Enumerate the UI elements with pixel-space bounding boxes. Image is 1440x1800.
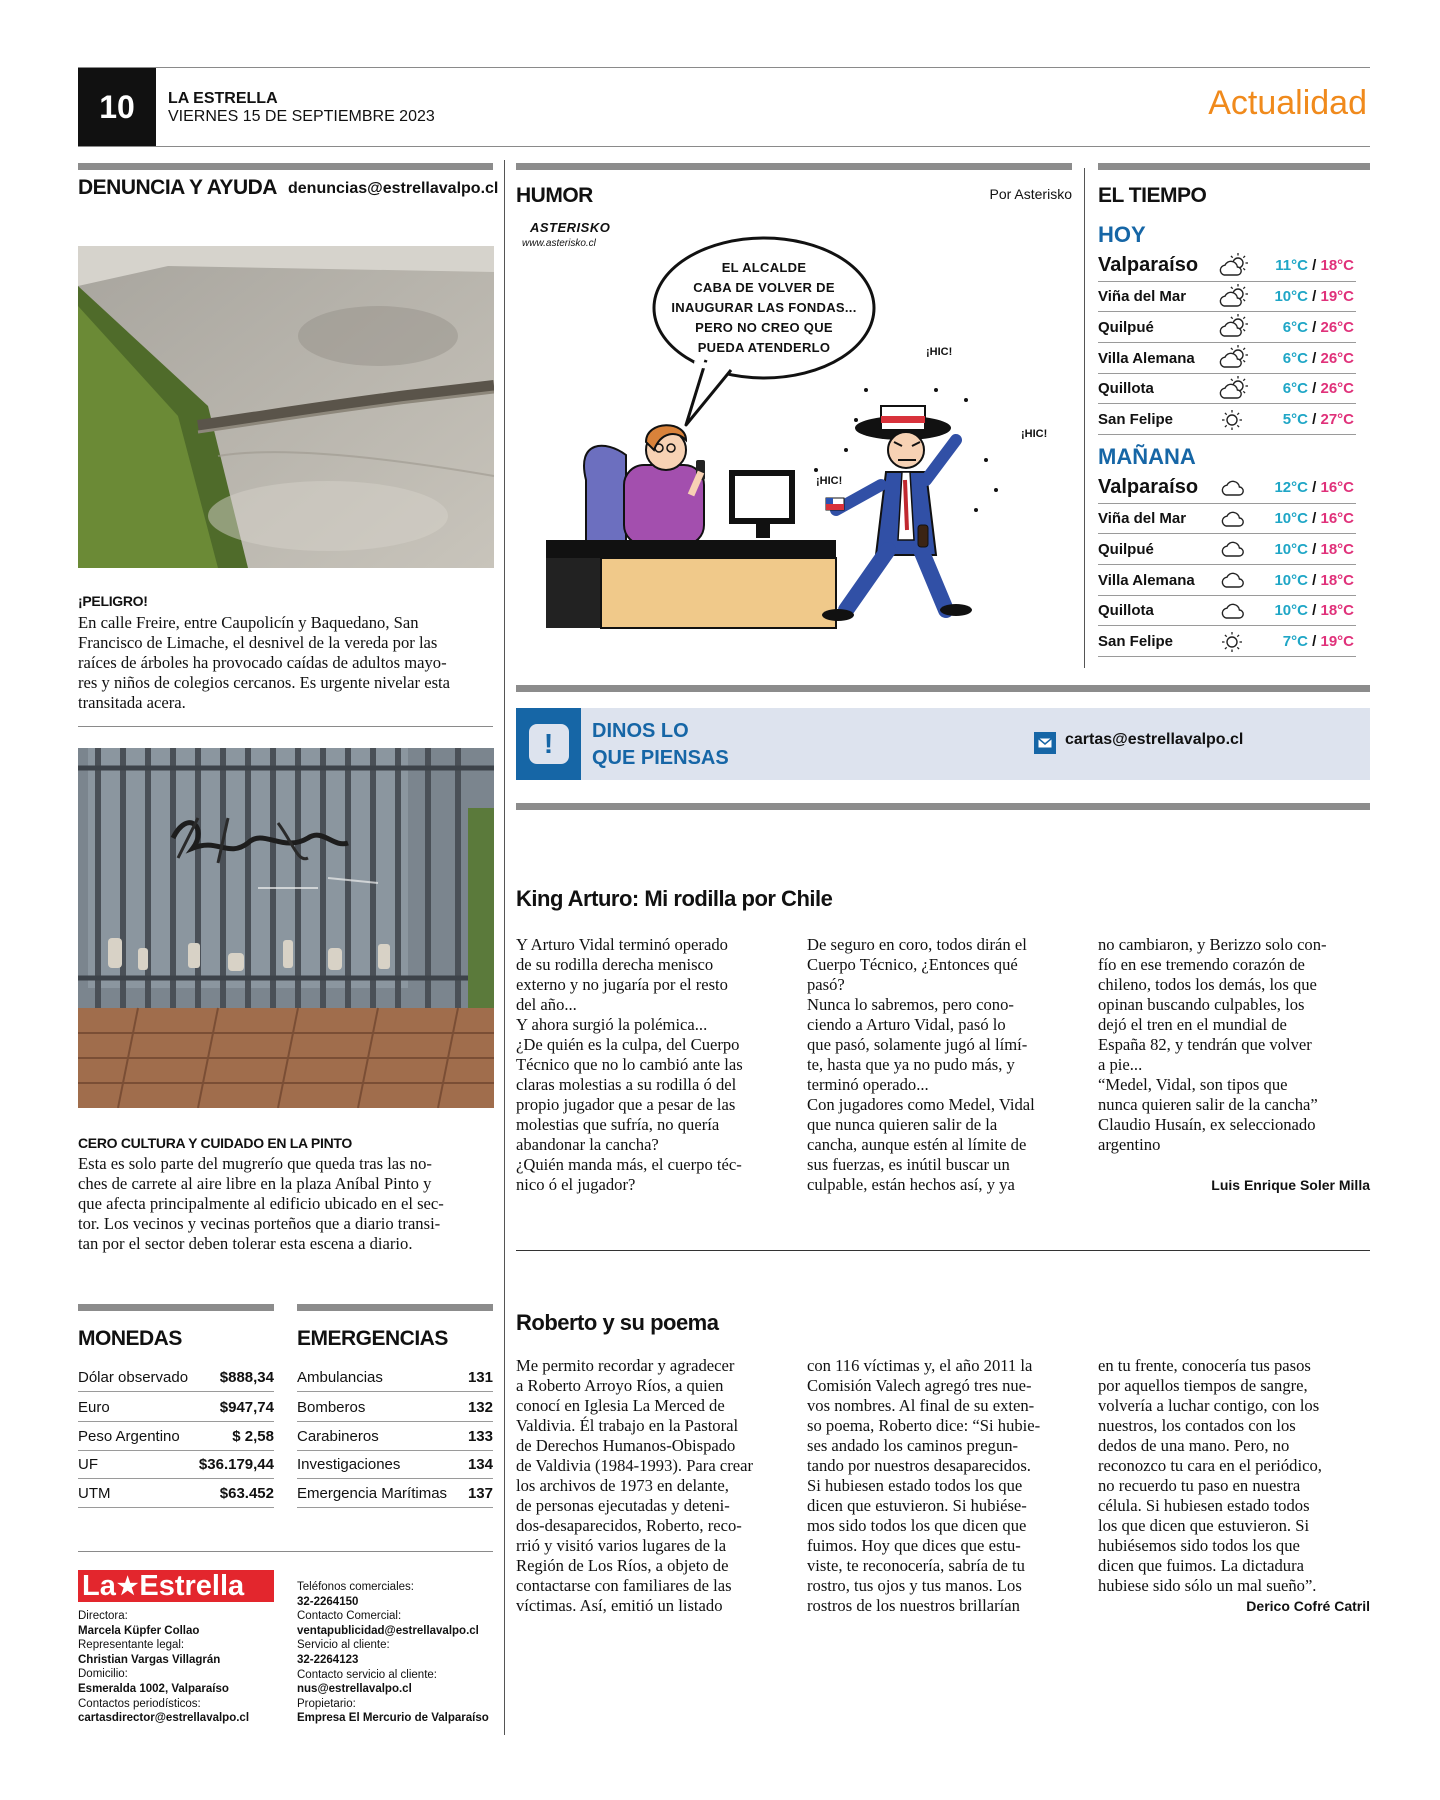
weather-row bbox=[1098, 596, 1356, 626]
dinos-title-1: DINOS LO bbox=[592, 720, 689, 742]
cartoon-signature: ASTERISKO bbox=[530, 220, 611, 235]
partly-sunny-icon bbox=[1216, 284, 1250, 310]
weather-city: Quilpué bbox=[1098, 540, 1154, 558]
weather-temps: 6°C / 26°C bbox=[1282, 349, 1354, 367]
weather-temps: 7°C / 19°C bbox=[1282, 633, 1354, 651]
text-line: volvería a luchar contigo, con los bbox=[1098, 1396, 1320, 1415]
letter1-title: King Arturo: Mi rodilla por Chile bbox=[516, 886, 833, 911]
text-line: contactarse con familiares de las bbox=[516, 1576, 732, 1595]
text-line: De seguro en coro, todos dirán el bbox=[807, 935, 1027, 954]
weather-row bbox=[1098, 472, 1356, 504]
text-line: sus fuerzas, es inútil buscar un bbox=[807, 1155, 1010, 1174]
text-line: externo y no jugaría por el resto bbox=[516, 975, 728, 994]
weather-row bbox=[1098, 405, 1356, 435]
weather-row bbox=[1098, 374, 1356, 404]
text-line: España 82, y tendrán que volver bbox=[1098, 1035, 1312, 1054]
weather-temps: 12°C / 16°C bbox=[1274, 479, 1354, 496]
weather-city: Valparaíso bbox=[1098, 254, 1199, 276]
letter2-col3 bbox=[1098, 1356, 1370, 1596]
text-line: te, hasta que ya no pudo más, y bbox=[807, 1055, 1015, 1074]
weather-city: Quilpué bbox=[1098, 318, 1154, 336]
letter1-col3 bbox=[1098, 935, 1370, 1155]
text-line: nuestros, los contados con los bbox=[1098, 1416, 1296, 1435]
hic-label: ¡HIC! bbox=[1021, 428, 1048, 440]
text-line: nico ó el jugador? bbox=[516, 1175, 636, 1194]
weather-city: Viña del Mar bbox=[1098, 510, 1187, 527]
cloud-icon bbox=[1216, 536, 1250, 562]
text-line: claras molestias a su rodilla ó del bbox=[516, 1075, 737, 1094]
masthead-date: VIERNES 15 DE SEPTIEMBRE 2023 bbox=[168, 108, 435, 125]
text-line: pasó? bbox=[807, 975, 845, 994]
text-line: cancha, aunque estén al límite de bbox=[807, 1135, 1027, 1154]
text-line: propio jugador que a pesar de las bbox=[516, 1095, 736, 1114]
weather-title: EL TIEMPO bbox=[1098, 184, 1207, 207]
letter1-col2 bbox=[807, 935, 1079, 1195]
sun-icon bbox=[1216, 407, 1250, 433]
weather-temps: 6°C / 26°C bbox=[1282, 380, 1354, 398]
weather-temps: 6°C / 26°C bbox=[1282, 318, 1354, 336]
text-line: de Derechos Humanos-Obispado bbox=[516, 1436, 736, 1455]
weather-city: Quillota bbox=[1098, 380, 1154, 398]
letter1-col1 bbox=[516, 935, 788, 1195]
sun-icon bbox=[1216, 629, 1250, 655]
text-line: Con jugadores como Medel, Vidal bbox=[807, 1095, 1035, 1114]
text-line: con 116 víctimas y, el año 2011 la bbox=[807, 1356, 1033, 1375]
weather-temps: 10°C / 18°C bbox=[1274, 602, 1354, 620]
text-line: hubiese sido sólo un mal sueño”. bbox=[1098, 1576, 1317, 1595]
monedas-title: MONEDAS bbox=[78, 1327, 182, 1350]
text-line: dicen que fuimos. La dictadura bbox=[1098, 1556, 1304, 1575]
letter2-title: Roberto y su poema bbox=[516, 1310, 719, 1335]
text-line: que nunca quieren salir de la bbox=[807, 1115, 998, 1134]
text-line: rostros de los nuestros brillarían bbox=[807, 1596, 1020, 1615]
text-line: rostro, tus ojos y tus manos. Los bbox=[807, 1576, 1022, 1595]
text-line: mos sido todos los que dicen que bbox=[807, 1516, 1027, 1535]
weather-city: Viña del Mar bbox=[1098, 288, 1187, 305]
weather-row bbox=[1098, 504, 1356, 534]
weather-row bbox=[1098, 535, 1356, 565]
text-line: hubiésemos sido todos los que bbox=[1098, 1536, 1300, 1555]
text-line: chileno, todos los demás, los que bbox=[1098, 975, 1317, 994]
text-line: conocí en Iglesia La Merced de bbox=[516, 1396, 725, 1415]
text-line: nunca quieren salir de la cancha” bbox=[1098, 1095, 1318, 1114]
hic-label: ¡HIC! bbox=[816, 475, 843, 487]
text-line: tando por nuestros desaparecidos. bbox=[807, 1456, 1031, 1475]
text-line: reconozco tu cara en el periódico, bbox=[1098, 1456, 1322, 1475]
weather-row bbox=[1098, 566, 1356, 596]
humor-byline: Por Asterisko bbox=[989, 186, 1072, 202]
text-line: los que dicen que estuvieron. Si bbox=[1098, 1516, 1310, 1535]
denuncia-item1-text: En calle Freire, entre Caupolicín y Baquedano, San Francisco de Limache, el desnivel de la vereda por las raíces de árboles ha provocado caídas de adultos mayo- res y niños de colegios cercanos. Es urgente nivelar esta transitada acera. bbox=[78, 613, 451, 712]
text-line: ses andado los caminos pregun- bbox=[807, 1436, 1019, 1455]
text-line: fío en ese tremendo corazón de bbox=[1098, 955, 1305, 974]
partly-sunny-icon bbox=[1216, 314, 1250, 340]
text-line: Y Arturo Vidal terminó operado bbox=[516, 935, 728, 954]
weather-temps: 10°C / 18°C bbox=[1274, 571, 1354, 589]
text-line: dos-desaparecidos, Roberto, reco- bbox=[516, 1516, 742, 1535]
text-line: de Valdivia (1984-1993). Para crear bbox=[516, 1456, 753, 1475]
text-line: Técnico que no lo cambió ante las bbox=[516, 1055, 743, 1074]
text-line: Región de Los Ríos, a objeto de bbox=[516, 1556, 729, 1575]
text-line: so poema, Roberto dice: “Si hubie- bbox=[807, 1416, 1041, 1435]
dinos-banner bbox=[516, 708, 1370, 780]
text-line: por aquellos tiempos de sangre, bbox=[1098, 1376, 1308, 1395]
weather-city: Valparaíso bbox=[1098, 476, 1199, 498]
cartoon bbox=[516, 210, 1072, 640]
logo-right: Estrella bbox=[139, 1569, 245, 1602]
text-line: dedos de una mano. Pero, no bbox=[1098, 1436, 1290, 1455]
page-number: 10 bbox=[78, 68, 156, 146]
weather-city: Quillota bbox=[1098, 602, 1154, 620]
text-line: del año... bbox=[516, 995, 577, 1014]
text-line: ¿De quién es la culpa, del Cuerpo bbox=[516, 1035, 740, 1054]
hic-label: ¡HIC! bbox=[926, 346, 953, 358]
dinos-title-2: QUE PIENSAS bbox=[592, 747, 729, 769]
weather-temps: 5°C / 27°C bbox=[1282, 411, 1354, 429]
emergency-row: Investigaciones 134 bbox=[297, 1451, 493, 1479]
text-line: Claudio Husaín, ex seleccionado bbox=[1098, 1115, 1316, 1134]
text-line: Me permito recordar y agradecer bbox=[516, 1356, 735, 1375]
text-line: molestias que sufría, no quería bbox=[516, 1115, 720, 1134]
text-line: de su rodilla derecha menisco bbox=[516, 955, 714, 974]
denuncia-item2-heading: CERO CULTURA Y CUIDADO EN LA PINTO bbox=[78, 1135, 352, 1151]
weather-city: San Felipe bbox=[1098, 633, 1174, 651]
text-line: Si hubiesen estado todos los que bbox=[807, 1476, 1023, 1495]
text-line: de personas ejecutadas y deteni- bbox=[516, 1496, 730, 1515]
text-line: en tu frente, conocería tus pasos bbox=[1098, 1356, 1311, 1375]
denuncia-item1-heading: ¡PELIGRO! bbox=[78, 593, 148, 609]
text-line: “Medel, Vidal, son tipos que bbox=[1098, 1075, 1288, 1094]
denuncia-item2-text: Esta es solo parte del mugrerío que queda tras las no- ches de carrete al aire libre en la plaza Aníbal Pinto y que afecta principalmente al edificio ubicado en el sec- tor. Los vecinos y vecinas porteños que a diario transi- tan por el sector deben tolerar esta escena a diario. bbox=[78, 1154, 444, 1253]
weather-city: San Felipe bbox=[1098, 411, 1174, 429]
denuncia-email[interactable]: denuncias@estrellavalpo.cl bbox=[288, 180, 499, 197]
emergencias-title: EMERGENCIAS bbox=[297, 1327, 448, 1350]
currency-row: UTM $63.452 bbox=[78, 1480, 274, 1508]
text-line: rrió y visitó varios lugares de la bbox=[516, 1536, 727, 1555]
dinos-email[interactable]: cartas@estrellavalpo.cl bbox=[1065, 731, 1244, 748]
text-line: a pie... bbox=[1098, 1055, 1143, 1074]
text-line: dejó el tren en el mundial de bbox=[1098, 1015, 1287, 1034]
cloud-icon bbox=[1216, 598, 1250, 624]
emergency-row: Emergencia Marítimas 137 bbox=[297, 1480, 493, 1508]
text-line: argentino bbox=[1098, 1135, 1161, 1154]
cartoon-speech: EL ALCALDE CABA DE VOLVER DE INAUGURAR LAS FONDAS... PERO NO CREO QUE PUEDA ATENDERLO bbox=[671, 260, 857, 355]
humor-title: HUMOR bbox=[516, 184, 593, 207]
partly-sunny-icon bbox=[1216, 345, 1250, 371]
text-line: Comisión Valech agregó tres nue- bbox=[807, 1376, 1032, 1395]
text-line: víctimas. Así, emitió un listado bbox=[516, 1596, 723, 1615]
text-line: Valdivia. Él trabajo en la Pastoral bbox=[516, 1416, 739, 1435]
text-line: Nunca lo sabremos, pero cono- bbox=[807, 995, 1014, 1014]
star-icon: ★ bbox=[116, 1572, 139, 1600]
text-line: no recuerdo tu paso en nuestra bbox=[1098, 1476, 1301, 1495]
cloud-icon bbox=[1216, 567, 1250, 593]
letter1-author: Luis Enrique Soler Milla bbox=[1211, 1177, 1370, 1193]
text-line: ¿Quién manda más, el cuerpo téc- bbox=[516, 1155, 742, 1174]
currency-row: UF $36.179,44 bbox=[78, 1451, 274, 1479]
staff-col1: Directora: Marcela Küpfer Collao Representante legal: Christian Vargas Villagrán Domicilio: Esmeralda 1002, Valparaíso Contactos periodísticos: cartasdirector@estrellavalpo.cl bbox=[78, 1610, 250, 1725]
weather-tomorrow-label: MAÑANA bbox=[1098, 444, 1196, 469]
letter2-col1 bbox=[516, 1356, 788, 1616]
gate-graffiti-photo bbox=[78, 748, 494, 1108]
text-line: opinan buscando culpables, los bbox=[1098, 995, 1305, 1014]
weather-temps: 11°C / 18°C bbox=[1275, 257, 1354, 274]
text-line: abandonar la cancha? bbox=[516, 1135, 659, 1154]
weather-temps: 10°C / 16°C bbox=[1274, 510, 1354, 527]
letter2-author: Derico Cofré Catril bbox=[1246, 1598, 1370, 1614]
currency-row: Peso Argentino $ 2,58 bbox=[78, 1423, 274, 1451]
text-line: ciendo a Arturo Vidal, pasó lo bbox=[807, 1015, 1006, 1034]
masthead-name: LA ESTRELLA bbox=[168, 90, 278, 107]
weather-row bbox=[1098, 627, 1356, 657]
text-line: dicen que estuvieron. Si hubiése- bbox=[807, 1496, 1027, 1515]
text-line: fuimos. Hoy que dices que estu- bbox=[807, 1536, 1021, 1555]
weather-city: Villa Alemana bbox=[1098, 349, 1195, 367]
text-line: que pasó, solamente jugó al límí- bbox=[807, 1035, 1028, 1054]
sidewalk-photo bbox=[78, 246, 494, 568]
text-line: viste, te reconocería, sabría de tu bbox=[807, 1556, 1025, 1575]
text-line: vos nombres. Al final de su exten- bbox=[807, 1396, 1035, 1415]
text-line: Y ahora surgió la polémica... bbox=[516, 1015, 708, 1034]
currency-row: Dólar observado $888,34 bbox=[78, 1364, 274, 1392]
text-line: terminó operado... bbox=[807, 1075, 929, 1094]
text-line: célula. Si hubiesen estado todos bbox=[1098, 1496, 1310, 1515]
emergency-row: Carabineros 133 bbox=[297, 1423, 493, 1451]
currency-row: Euro $947,74 bbox=[78, 1394, 274, 1422]
text-line: Cuerpo Técnico, ¿Entonces qué bbox=[807, 955, 1018, 974]
weather-row bbox=[1098, 250, 1356, 282]
cloud-icon bbox=[1216, 475, 1250, 501]
mail-icon bbox=[1034, 732, 1056, 754]
weather-today-label: HOY bbox=[1098, 222, 1146, 247]
weather-temps: 10°C / 19°C bbox=[1274, 288, 1354, 305]
cloud-icon bbox=[1216, 506, 1250, 532]
logo-left: La bbox=[82, 1569, 116, 1602]
weather-row bbox=[1098, 344, 1356, 374]
weather-row bbox=[1098, 313, 1356, 343]
weather-temps: 10°C / 18°C bbox=[1274, 540, 1354, 558]
text-line: a Roberto Arroyo Ríos, a quien bbox=[516, 1376, 724, 1395]
emergency-row: Bomberos 132 bbox=[297, 1394, 493, 1422]
weather-row bbox=[1098, 282, 1356, 312]
text-line: no cambiaron, y Berizzo solo con- bbox=[1098, 935, 1327, 954]
la-estrella-logo bbox=[78, 1570, 274, 1602]
denuncia-title: DENUNCIA Y AYUDA bbox=[78, 176, 277, 199]
emergency-row: Ambulancias 131 bbox=[297, 1364, 493, 1392]
section-title: Actualidad bbox=[1208, 84, 1367, 122]
text-line: culpable, están hechos así, y ya bbox=[807, 1175, 1015, 1194]
text-line: los archivos de 1973 en delante, bbox=[516, 1476, 729, 1495]
letter2-col2 bbox=[807, 1356, 1079, 1616]
weather-city: Villa Alemana bbox=[1098, 571, 1195, 589]
staff-col2: Teléfonos comerciales: 32-2264150 Contacto Comercial: ventapublicidad@estrellavalpo.cl Servicio al cliente: 32-2264123 Contacto servicio al cliente: nus@estrellavalpo.cl Propietario: Empresa El Mercurio de Valparaíso bbox=[297, 1581, 489, 1725]
exclamation-icon: ! bbox=[516, 708, 581, 780]
partly-sunny-icon bbox=[1216, 253, 1250, 279]
partly-sunny-icon bbox=[1216, 376, 1250, 402]
cartoon-signature-url: www.asterisko.cl bbox=[522, 238, 596, 249]
